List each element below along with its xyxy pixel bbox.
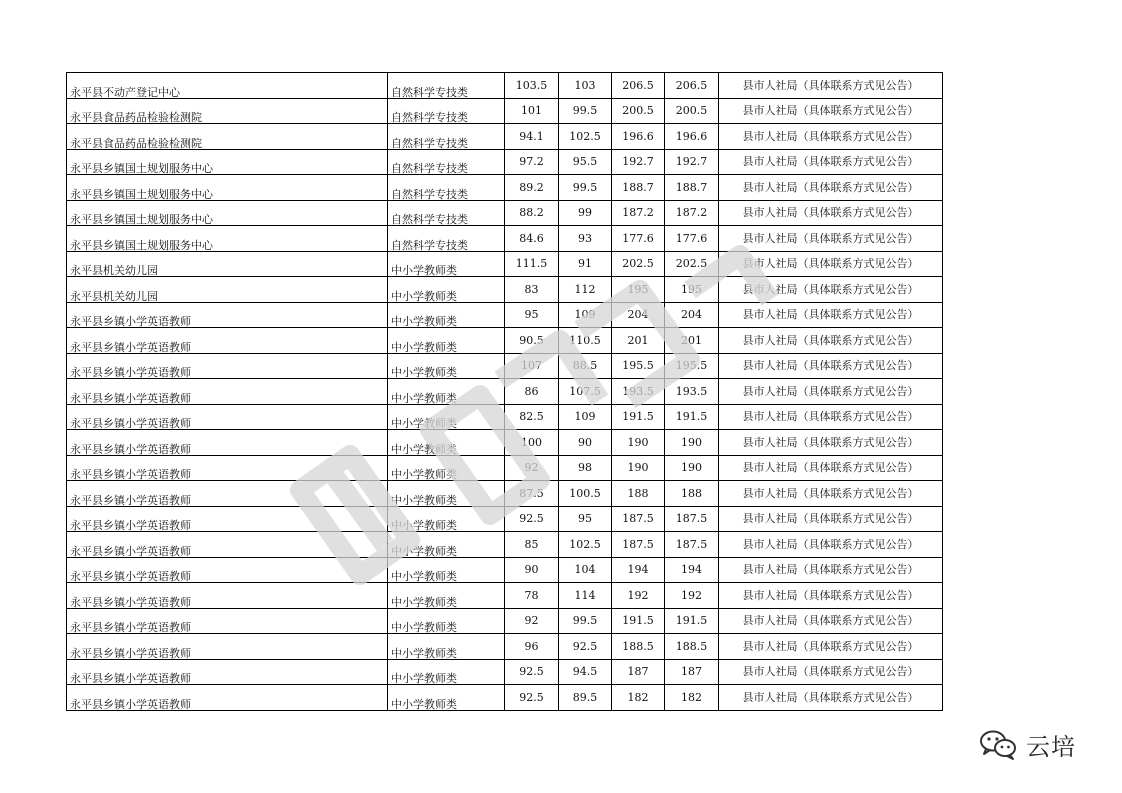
cell-unit: 永平县乡镇小学英语教师 [67, 379, 388, 405]
cell-category: 自然科学专技类 [388, 73, 505, 99]
table-row [67, 73, 943, 99]
cell-category: 中小学教师类 [388, 302, 505, 328]
cell-final: 190 [665, 430, 719, 456]
table-row [67, 557, 943, 583]
cell-category: 中小学教师类 [388, 379, 505, 405]
cell-score-2: 93 [559, 226, 612, 252]
cell-unit: 永平县乡镇小学英语教师 [67, 634, 388, 660]
table-row [67, 149, 943, 175]
cell-final: 191.5 [665, 608, 719, 634]
table-row [67, 583, 943, 609]
cell-score-1: 97.2 [505, 149, 559, 175]
cell-unit: 永平县乡镇国土规划服务中心 [67, 149, 388, 175]
cell-score-1: 86 [505, 379, 559, 405]
cell-total: 190 [612, 455, 665, 481]
cell-category: 自然科学专技类 [388, 98, 505, 124]
cell-unit: 永平县机关幼儿园 [67, 251, 388, 277]
cell-category: 自然科学专技类 [388, 226, 505, 252]
cell-score-2: 112 [559, 277, 612, 303]
cell-unit: 永平县乡镇小学英语教师 [67, 583, 388, 609]
cell-final: 193.5 [665, 379, 719, 405]
cell-unit: 永平县乡镇小学英语教师 [67, 353, 388, 379]
cell-score-1: 94.1 [505, 124, 559, 150]
cell-score-2: 100.5 [559, 481, 612, 507]
cell-score-1: 88.2 [505, 200, 559, 226]
table-row [67, 302, 943, 328]
cell-total: 195.5 [612, 353, 665, 379]
table-row [67, 506, 943, 532]
table-row [67, 175, 943, 201]
cell-contact: 县市人社局（具体联系方式见公告） [719, 175, 943, 201]
cell-final: 190 [665, 455, 719, 481]
cell-contact: 县市人社局（具体联系方式见公告） [719, 251, 943, 277]
cell-category: 中小学教师类 [388, 557, 505, 583]
cell-score-2: 92.5 [559, 634, 612, 660]
cell-category: 中小学教师类 [388, 634, 505, 660]
table-row [67, 353, 943, 379]
cell-unit: 永平县乡镇国土规划服务中心 [67, 200, 388, 226]
cell-contact: 县市人社局（具体联系方式见公告） [719, 353, 943, 379]
cell-contact: 县市人社局（具体联系方式见公告） [719, 532, 943, 558]
table-row [67, 659, 943, 685]
table-row [67, 634, 943, 660]
cell-score-2: 109 [559, 404, 612, 430]
cell-final: 188 [665, 481, 719, 507]
cell-score-2: 102.5 [559, 532, 612, 558]
table-row [67, 226, 943, 252]
cell-category: 中小学教师类 [388, 685, 505, 711]
cell-contact: 县市人社局（具体联系方式见公告） [719, 149, 943, 175]
cell-score-1: 111.5 [505, 251, 559, 277]
cell-score-2: 114 [559, 583, 612, 609]
table-row [67, 532, 943, 558]
cell-total: 187.5 [612, 532, 665, 558]
cell-unit: 永平县乡镇小学英语教师 [67, 557, 388, 583]
cell-final: 192.7 [665, 149, 719, 175]
cell-total: 190 [612, 430, 665, 456]
cell-score-1: 92 [505, 608, 559, 634]
cell-score-1: 92.5 [505, 685, 559, 711]
cell-total: 192 [612, 583, 665, 609]
cell-score-2: 104 [559, 557, 612, 583]
cell-contact: 县市人社局（具体联系方式见公告） [719, 200, 943, 226]
cell-category: 中小学教师类 [388, 506, 505, 532]
table-row [67, 328, 943, 354]
cell-final: 187.5 [665, 506, 719, 532]
table-row [67, 685, 943, 711]
cell-contact: 县市人社局（具体联系方式见公告） [719, 506, 943, 532]
cell-final: 188.7 [665, 175, 719, 201]
cell-score-1: 83 [505, 277, 559, 303]
cell-category: 自然科学专技类 [388, 175, 505, 201]
cell-contact: 县市人社局（具体联系方式见公告） [719, 481, 943, 507]
cell-score-1: 89.2 [505, 175, 559, 201]
cell-contact: 县市人社局（具体联系方式见公告） [719, 73, 943, 99]
cell-category: 中小学教师类 [388, 481, 505, 507]
cell-unit: 永平县不动产登记中心 [67, 73, 388, 99]
cell-score-2: 107.5 [559, 379, 612, 405]
cell-score-1: 101 [505, 98, 559, 124]
table-row [67, 481, 943, 507]
cell-unit: 永平县乡镇小学英语教师 [67, 532, 388, 558]
cell-score-1: 103.5 [505, 73, 559, 99]
cell-score-1: 95 [505, 302, 559, 328]
cell-total: 182 [612, 685, 665, 711]
cell-total: 194 [612, 557, 665, 583]
cell-score-1: 92 [505, 455, 559, 481]
cell-unit: 永平县乡镇小学英语教师 [67, 506, 388, 532]
cell-contact: 县市人社局（具体联系方式见公告） [719, 404, 943, 430]
cell-total: 200.5 [612, 98, 665, 124]
cell-total: 191.5 [612, 608, 665, 634]
cell-final: 191.5 [665, 404, 719, 430]
cell-contact: 县市人社局（具体联系方式见公告） [719, 98, 943, 124]
cell-total: 187.2 [612, 200, 665, 226]
cell-total: 196.6 [612, 124, 665, 150]
cell-contact: 县市人社局（具体联系方式见公告） [719, 430, 943, 456]
cell-unit: 永平县食品药品检验检测院 [67, 98, 388, 124]
cell-unit: 永平县机关幼儿园 [67, 277, 388, 303]
cell-unit: 永平县乡镇小学英语教师 [67, 404, 388, 430]
table-row [67, 455, 943, 481]
cell-score-1: 92.5 [505, 506, 559, 532]
cell-unit: 永平县乡镇小学英语教师 [67, 328, 388, 354]
cell-contact: 县市人社局（具体联系方式见公告） [719, 124, 943, 150]
cell-total: 202.5 [612, 251, 665, 277]
cell-category: 中小学教师类 [388, 608, 505, 634]
cell-score-2: 91 [559, 251, 612, 277]
brand-name: 云培 [1026, 732, 1076, 761]
cell-score-2: 95.5 [559, 149, 612, 175]
cell-category: 中小学教师类 [388, 251, 505, 277]
table-row [67, 251, 943, 277]
cell-unit: 永平县乡镇小学英语教师 [67, 481, 388, 507]
cell-category: 中小学教师类 [388, 659, 505, 685]
cell-contact: 县市人社局（具体联系方式见公告） [719, 634, 943, 660]
cell-category: 自然科学专技类 [388, 124, 505, 150]
cell-category: 中小学教师类 [388, 404, 505, 430]
cell-final: 192 [665, 583, 719, 609]
cell-score-1: 100 [505, 430, 559, 456]
cell-score-2: 98 [559, 455, 612, 481]
cell-total: 201 [612, 328, 665, 354]
footer-brand [978, 726, 1076, 762]
cell-contact: 县市人社局（具体联系方式见公告） [719, 328, 943, 354]
cell-contact: 县市人社局（具体联系方式见公告） [719, 455, 943, 481]
cell-contact: 县市人社局（具体联系方式见公告） [719, 659, 943, 685]
cell-score-2: 99 [559, 200, 612, 226]
cell-final: 187 [665, 659, 719, 685]
cell-unit: 永平县乡镇国土规划服务中心 [67, 226, 388, 252]
cell-score-1: 90.5 [505, 328, 559, 354]
cell-total: 193.5 [612, 379, 665, 405]
cell-category: 中小学教师类 [388, 353, 505, 379]
cell-final: 187.2 [665, 200, 719, 226]
cell-unit: 永平县乡镇小学英语教师 [67, 455, 388, 481]
cell-final: 206.5 [665, 73, 719, 99]
cell-score-2: 109 [559, 302, 612, 328]
cell-category: 中小学教师类 [388, 277, 505, 303]
cell-category: 中小学教师类 [388, 430, 505, 456]
cell-contact: 县市人社局（具体联系方式见公告） [719, 583, 943, 609]
cell-score-1: 92.5 [505, 659, 559, 685]
cell-unit: 永平县乡镇小学英语教师 [67, 685, 388, 711]
cell-final: 202.5 [665, 251, 719, 277]
cell-contact: 县市人社局（具体联系方式见公告） [719, 379, 943, 405]
cell-unit: 永平县乡镇小学英语教师 [67, 430, 388, 456]
cell-unit: 永平县乡镇小学英语教师 [67, 302, 388, 328]
cell-score-1: 85 [505, 532, 559, 558]
cell-final: 201 [665, 328, 719, 354]
cell-score-2: 94.5 [559, 659, 612, 685]
cell-final: 195 [665, 277, 719, 303]
cell-final: 182 [665, 685, 719, 711]
table-row [67, 200, 943, 226]
cell-score-1: 90 [505, 557, 559, 583]
cell-category: 中小学教师类 [388, 583, 505, 609]
table-row [67, 608, 943, 634]
cell-category: 中小学教师类 [388, 455, 505, 481]
cell-total: 188.5 [612, 634, 665, 660]
cell-final: 194 [665, 557, 719, 583]
cell-score-1: 78 [505, 583, 559, 609]
table-row [67, 430, 943, 456]
cell-category: 中小学教师类 [388, 532, 505, 558]
cell-category: 自然科学专技类 [388, 200, 505, 226]
table-row [67, 98, 943, 124]
cell-score-2: 95 [559, 506, 612, 532]
cell-contact: 县市人社局（具体联系方式见公告） [719, 302, 943, 328]
cell-score-1: 84.6 [505, 226, 559, 252]
cell-unit: 永平县乡镇小学英语教师 [67, 608, 388, 634]
cell-total: 195 [612, 277, 665, 303]
cell-total: 177.6 [612, 226, 665, 252]
cell-contact: 县市人社局（具体联系方式见公告） [719, 277, 943, 303]
cell-score-1: 107 [505, 353, 559, 379]
table-row [67, 277, 943, 303]
cell-score-2: 99.5 [559, 608, 612, 634]
cell-final: 195.5 [665, 353, 719, 379]
cell-final: 204 [665, 302, 719, 328]
results-table [66, 72, 943, 711]
cell-score-1: 82.5 [505, 404, 559, 430]
cell-score-2: 89.5 [559, 685, 612, 711]
cell-total: 187.5 [612, 506, 665, 532]
cell-contact: 县市人社局（具体联系方式见公告） [719, 557, 943, 583]
cell-final: 188.5 [665, 634, 719, 660]
cell-category: 中小学教师类 [388, 328, 505, 354]
cell-score-2: 88.5 [559, 353, 612, 379]
cell-final: 200.5 [665, 98, 719, 124]
cell-total: 187 [612, 659, 665, 685]
cell-total: 188 [612, 481, 665, 507]
cell-final: 187.5 [665, 532, 719, 558]
cell-contact: 县市人社局（具体联系方式见公告） [719, 608, 943, 634]
cell-total: 204 [612, 302, 665, 328]
cell-score-2: 90 [559, 430, 612, 456]
cell-score-1: 87.5 [505, 481, 559, 507]
cell-unit: 永平县食品药品检验检测院 [67, 124, 388, 150]
cell-total: 192.7 [612, 149, 665, 175]
table-row [67, 404, 943, 430]
wechat-icon [978, 728, 1018, 760]
cell-total: 206.5 [612, 73, 665, 99]
table-row [67, 379, 943, 405]
cell-score-2: 110.5 [559, 328, 612, 354]
cell-final: 177.6 [665, 226, 719, 252]
cell-score-2: 102.5 [559, 124, 612, 150]
cell-score-2: 99.5 [559, 98, 612, 124]
cell-total: 188.7 [612, 175, 665, 201]
cell-score-1: 96 [505, 634, 559, 660]
cell-score-2: 99.5 [559, 175, 612, 201]
cell-category: 自然科学专技类 [388, 149, 505, 175]
table-row [67, 124, 943, 150]
cell-score-2: 103 [559, 73, 612, 99]
cell-contact: 县市人社局（具体联系方式见公告） [719, 685, 943, 711]
cell-unit: 永平县乡镇小学英语教师 [67, 659, 388, 685]
cell-final: 196.6 [665, 124, 719, 150]
cell-contact: 县市人社局（具体联系方式见公告） [719, 226, 943, 252]
cell-unit: 永平县乡镇国土规划服务中心 [67, 175, 388, 201]
cell-total: 191.5 [612, 404, 665, 430]
